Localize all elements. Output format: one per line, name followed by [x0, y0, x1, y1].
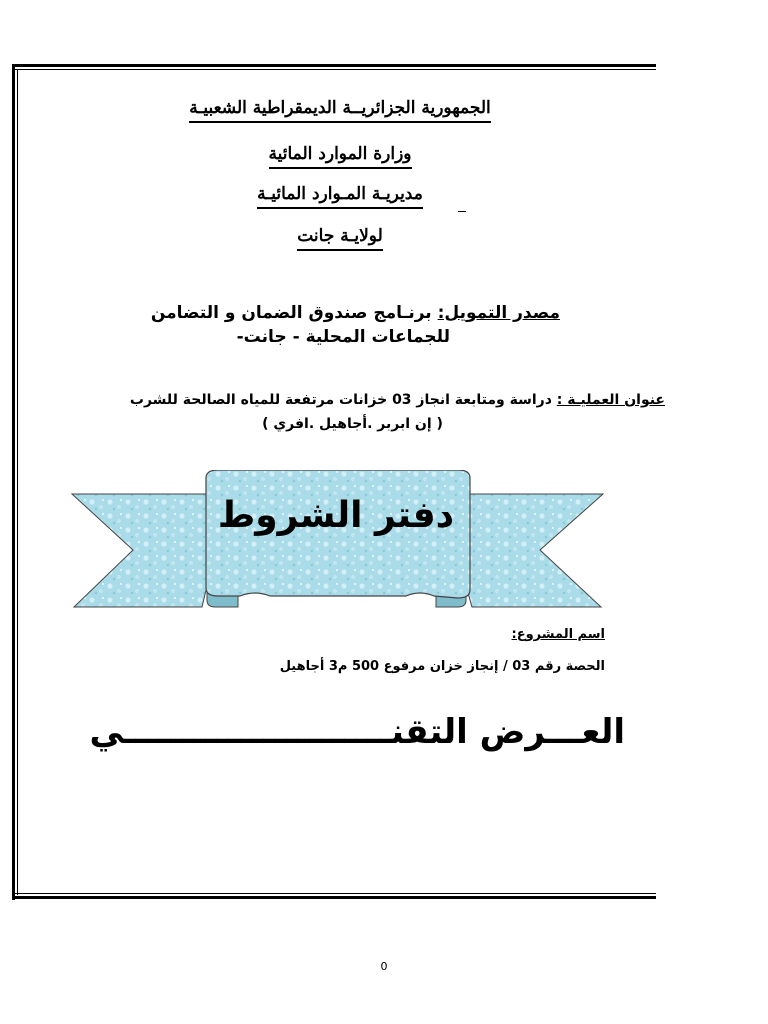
ribbon-left-tail: [72, 494, 207, 607]
project-label-text: اسم المشروع:: [511, 627, 605, 642]
header-directorate: [0, 184, 680, 204]
header-directorate-text: مديريـة المـوارد المائيـة: [257, 184, 423, 209]
funding-line-1: [120, 301, 560, 325]
header-ministry-text: وزارة الموارد المائية: [269, 144, 412, 169]
project-label: [400, 623, 605, 647]
header-republic-text: الجمهورية الجزائريــة الديمقراطية الشعبيـة: [189, 98, 491, 123]
header-ministry: [0, 144, 680, 164]
operation-block: [20, 388, 665, 436]
header-republic: [0, 98, 680, 118]
operation-line-2: ( إن ابربر .أجاهيل .افري ): [262, 416, 443, 432]
page-number: 0: [380, 960, 388, 973]
operation-text: دراسة ومتابعة انجاز 03 خزانات مرتفعة للمياه الصالحة للشرب: [129, 392, 557, 408]
funding-line-2: للجماعات المحلية - جانت-: [236, 327, 450, 347]
funding-text: برنـامج صندوق الضمان و التضامن: [150, 303, 438, 323]
top-border-thick: [12, 64, 656, 67]
banner-title: دفتر الشروط: [217, 495, 455, 536]
ribbon-right-tail: [466, 494, 603, 607]
stray-dash: [458, 211, 466, 212]
operation-line-1: [20, 388, 665, 412]
header-wilaya-text: لولايـة جانت: [297, 226, 383, 251]
bottom-border-thick: [12, 896, 656, 899]
top-border-thin: [12, 69, 656, 70]
operation-label: عنوان العمليـة :: [556, 392, 665, 408]
ribbon-banner: [70, 470, 605, 610]
project-lot: الحصة رقم 03 / إنجاز خزان مرفوع 500 م3 أجاهيل: [279, 659, 605, 674]
technical-offer-title: العـــرض التقنـــــــــــــــــــــــي: [89, 712, 625, 752]
bottom-border-thin: [12, 893, 656, 894]
funding-block: [120, 301, 560, 349]
funding-label: مصدر التمويل:: [437, 303, 560, 323]
header-wilaya: [0, 226, 680, 246]
